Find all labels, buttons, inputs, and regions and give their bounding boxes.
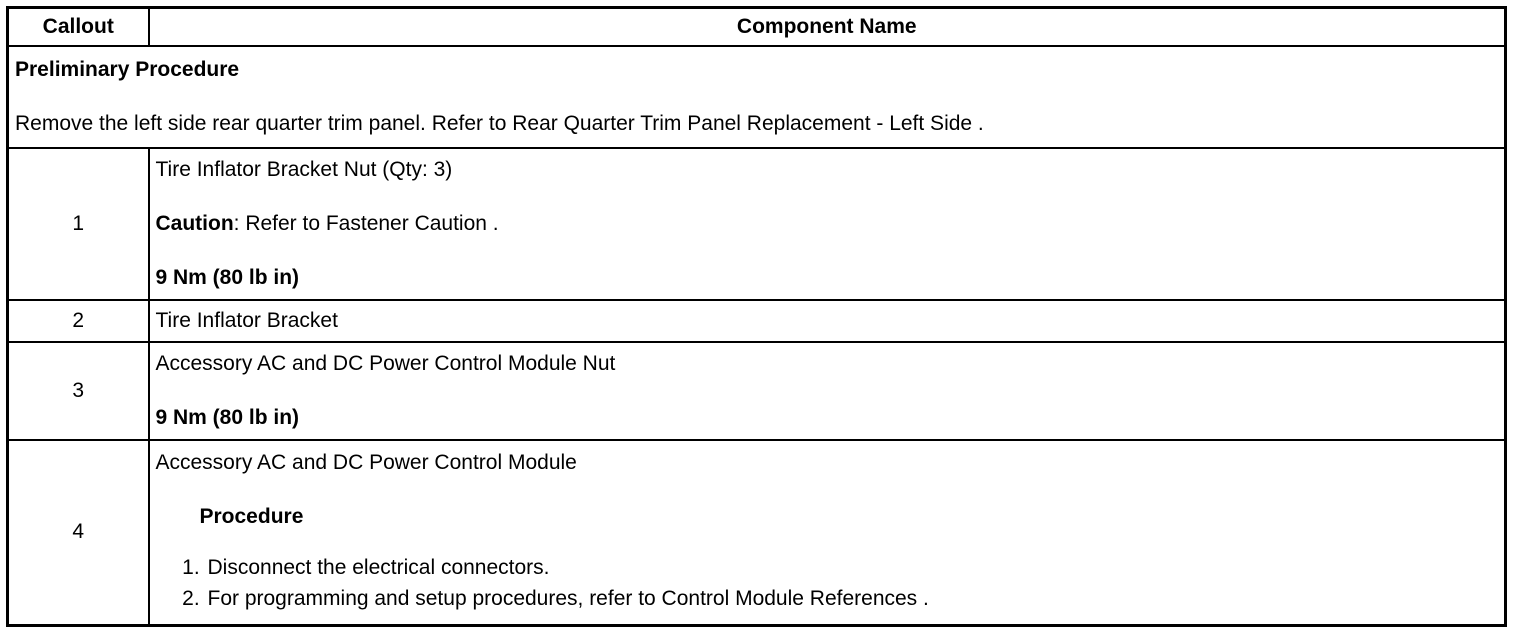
- procedure-title: Procedure: [199, 505, 304, 529]
- component-name-header: Component Name: [149, 8, 1506, 46]
- torque-spec: 9 Nm (80 lb in): [155, 405, 300, 429]
- component-name: Accessory AC and DC Power Control Module Nut: [155, 351, 616, 375]
- component-name: Tire Inflator Bracket: [155, 308, 338, 332]
- component-cell: [149, 300, 1506, 342]
- procedure-steps: [156, 552, 1499, 614]
- callout-cell: 3: [8, 342, 149, 440]
- component-table: [6, 6, 1507, 627]
- preliminary-row: [8, 46, 1506, 148]
- table-row: [8, 440, 1506, 626]
- preliminary-cell: [8, 46, 1506, 148]
- component-name: Accessory AC and DC Power Control Module: [155, 451, 577, 475]
- caution-note: [156, 211, 1499, 237]
- caution-label: Caution: [155, 211, 234, 235]
- preliminary-text: Remove the left side rear quarter trim panel. Refer to Rear Quarter Trim Panel Replacement - Left Side .: [15, 111, 984, 135]
- component-cell: [149, 342, 1506, 440]
- procedure-step: 1. Disconnect the electrical connectors.: [206, 552, 1499, 583]
- table-row: [8, 148, 1506, 300]
- caution-text: : Refer to Fastener Caution .: [233, 211, 499, 235]
- callout-cell: 1: [8, 148, 149, 300]
- torque-spec: 9 Nm (80 lb in): [155, 265, 300, 289]
- preliminary-title: Preliminary Procedure: [15, 57, 240, 81]
- callout-cell: 2: [8, 300, 149, 342]
- component-name: Tire Inflator Bracket Nut (Qty: 3): [155, 157, 453, 181]
- callout-cell: 4: [8, 440, 149, 626]
- callout-header: Callout: [8, 8, 149, 46]
- header-row: [8, 8, 1506, 46]
- procedure-step: 2. For programming and setup procedures, refer to Control Module References .: [206, 583, 1499, 614]
- table-row: [8, 342, 1506, 440]
- table-row: [8, 300, 1506, 342]
- component-cell: [149, 440, 1506, 626]
- component-cell: [149, 148, 1506, 300]
